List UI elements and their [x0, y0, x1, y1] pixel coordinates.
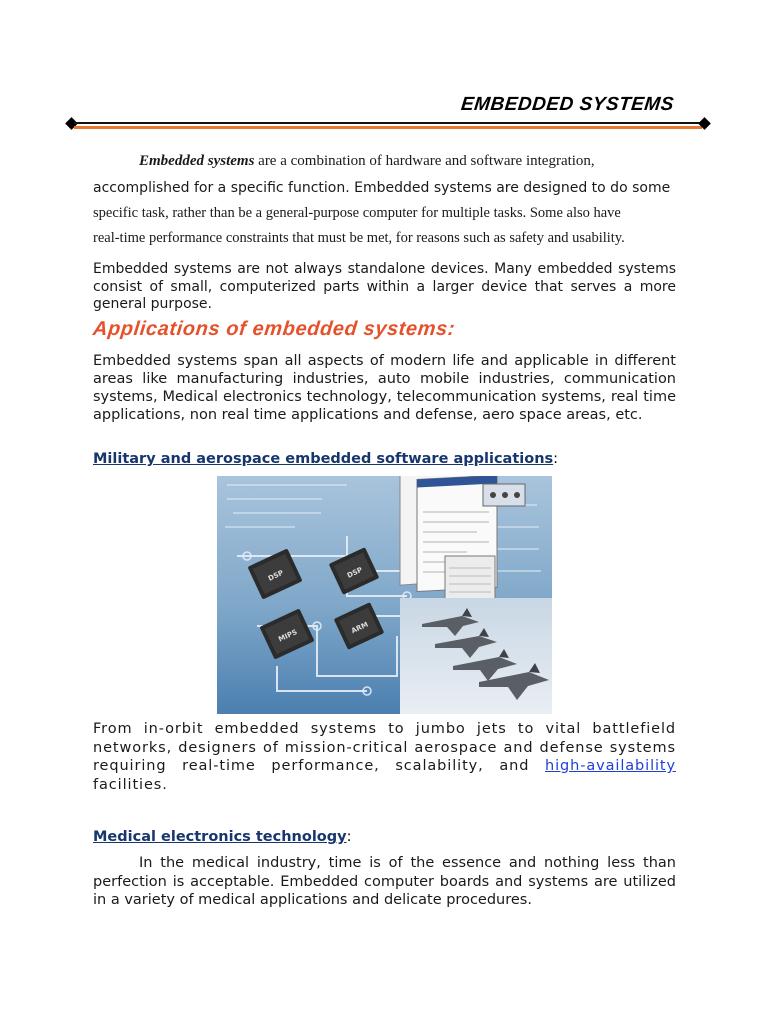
fighter-jets-photo: [400, 598, 552, 714]
intro-line-1: [93, 153, 676, 170]
intro-line-3: specific task, rather than be a general-purpose computer for multiple tasks. Some also have: [93, 205, 621, 221]
aerospace-illustration: [217, 476, 552, 714]
chip-label: MIPS: [277, 628, 299, 644]
intro-term: Embedded systems: [139, 153, 255, 169]
rule-line-orange: [74, 126, 702, 129]
applications-paragraph: Embedded systems span all aspects of modern life and applicable in different areas like manufacturing industries, auto mobile industries, communication systems, Medical electronics technology, telecommunication systems, real time applications, non real time applications and defense, aero space areas, etc.: [93, 353, 676, 423]
military-paragraph-end: facilities.: [93, 776, 168, 793]
rule-line-black: [74, 122, 702, 124]
page-header-title: EMBEDDED SYSTEMS: [460, 94, 676, 115]
military-paragraph-text: From in-orbit embedded systems to jumbo jets to vital battlefield networks, designers of mission-critical aerospace and defense systems requiring real-time performance, scalability, and: [93, 721, 676, 774]
military-heading-colon: :: [553, 451, 559, 467]
intro-line-4: real-time performance constraints that must be met, for reasons such as safety and usability.: [93, 230, 625, 246]
chip-label: DSP: [345, 565, 364, 580]
aerospace-illustration-svg: [217, 476, 552, 714]
applications-heading: Applications of embedded systems:: [91, 318, 457, 340]
medical-heading-colon: :: [346, 829, 352, 845]
chip-label: ARM: [350, 620, 370, 636]
chip-label: DSP: [266, 568, 285, 583]
intro-line-2: accomplished for a specific function. Embedded systems are designed to do some: [93, 180, 671, 196]
intro-line-1-rest: are a combination of hardware and software integration,: [254, 153, 595, 169]
military-heading-text: Military and aerospace embedded software applications: [93, 451, 554, 467]
military-heading: [93, 451, 558, 467]
standalone-paragraph: Embedded systems are not always standalone devices. Many embedded systems consist of small, computerized parts within a larger device that serves a more general purpose.: [93, 261, 676, 312]
high-availability-link[interactable]: high-availability: [545, 758, 676, 774]
medical-heading: [93, 829, 351, 845]
military-paragraph: [93, 720, 676, 794]
medical-heading-text: Medical electronics technology: [93, 829, 347, 845]
header-rule: [66, 116, 710, 132]
medical-paragraph: In the medical industry, time is of the essence and nothing less than perfection is acceptable. Embedded computer boards and systems are utilized in a variety of medical applications and delicate procedures.: [93, 855, 676, 908]
